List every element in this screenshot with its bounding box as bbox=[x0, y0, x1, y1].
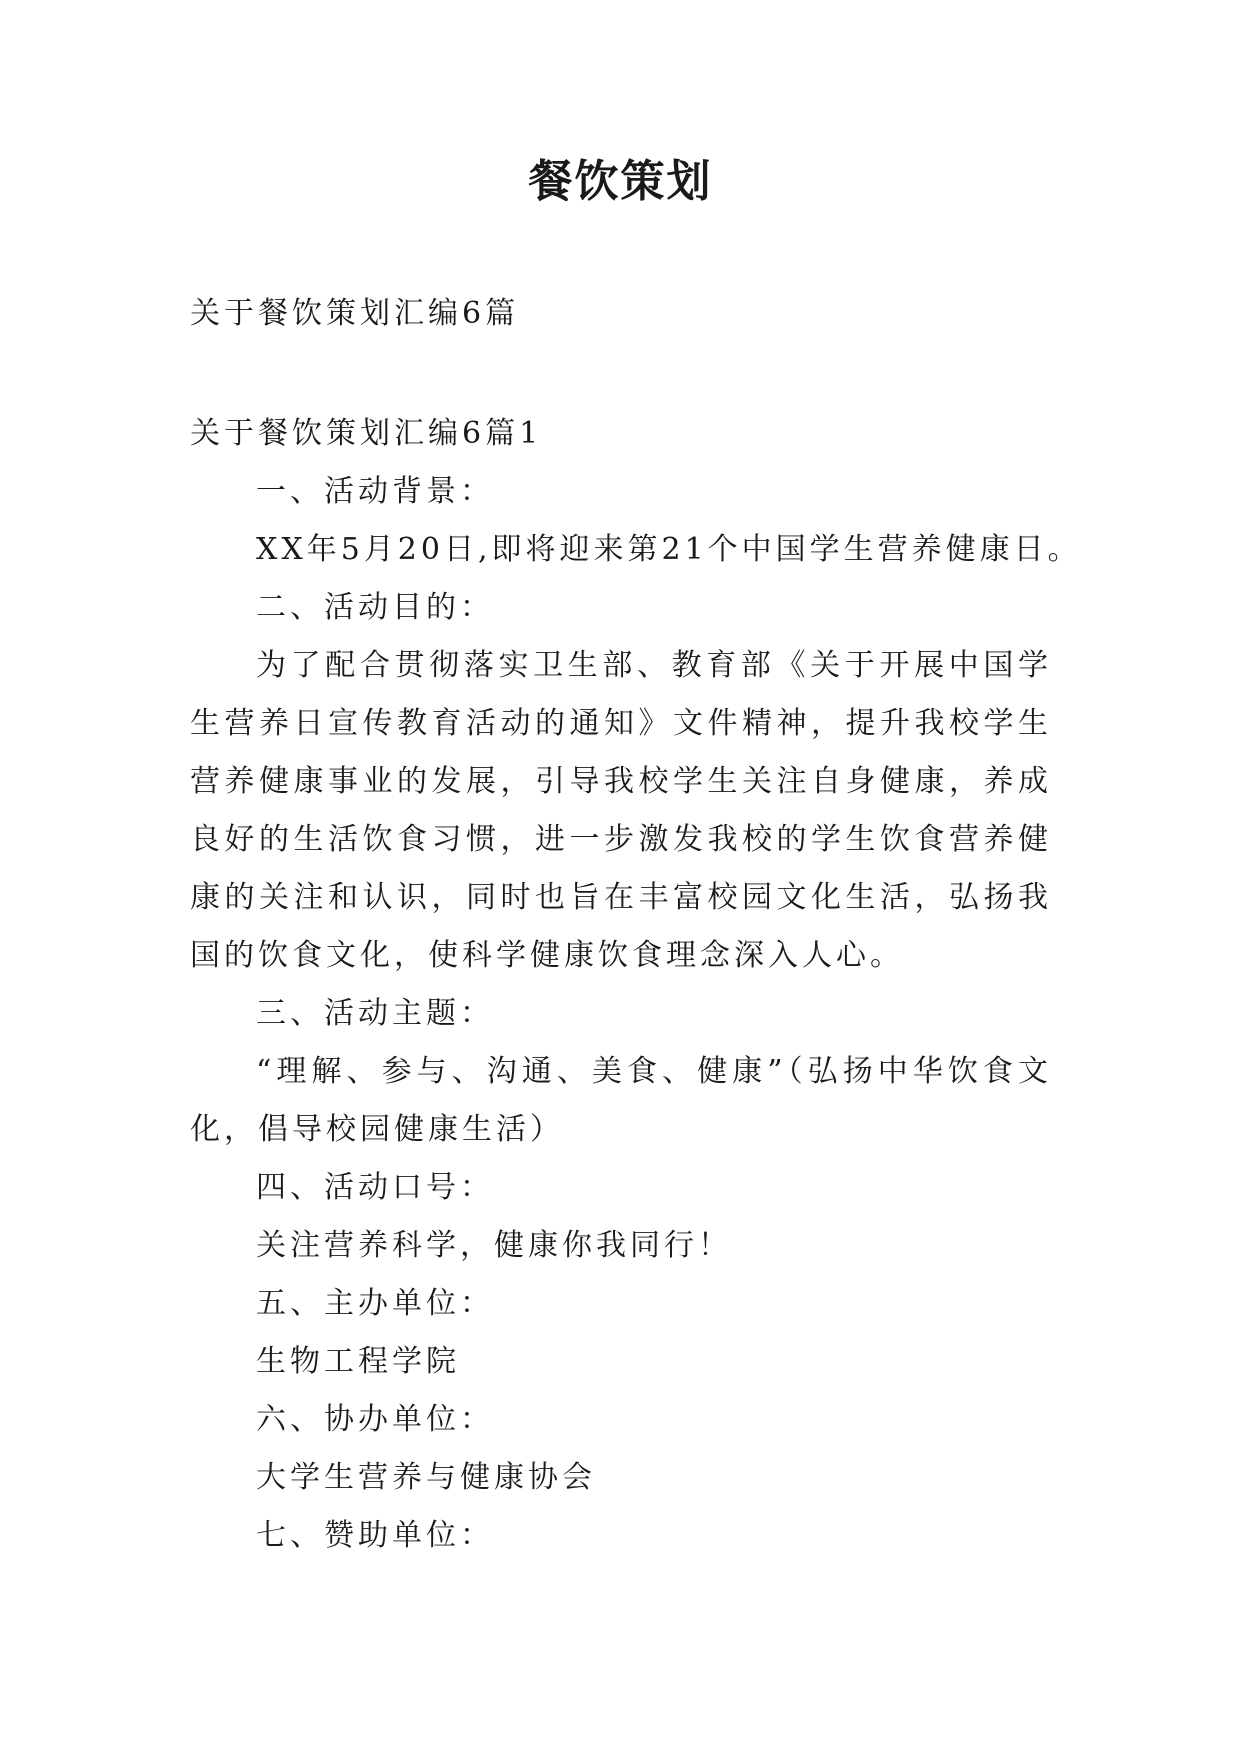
background-text: XX年5月20日,即将迎来第21个中国学生营养健康日。 bbox=[256, 532, 1082, 567]
purpose-text: 为了配合贯彻落实卫生部、教育部《关于开展中国学生营养日宣传教育活动的通知》文件精神，提升我校学生营养健康事业的发展，引导我校学生关注自身健康，养成良好的生活饮食习惯，进一步激发我校的学生饮食营养健康的关注和认识，同时也旨在丰富校园文化生活，弘扬我国的饮食文化，使科学健康饮食理念深入人心。 bbox=[190, 648, 1052, 973]
slogan-text: 关注营养科学，健康你我同行！ bbox=[256, 1228, 732, 1263]
section-title: 关于餐饮策划汇编6篇1 bbox=[190, 416, 543, 451]
organizer-text: 生物工程学院 bbox=[256, 1344, 460, 1379]
coorganizer-heading: 六、协办单位： bbox=[256, 1402, 494, 1437]
document-body bbox=[190, 405, 1082, 1565]
organizer-heading: 五、主办单位： bbox=[256, 1286, 494, 1321]
theme-heading: 三、活动主题： bbox=[256, 996, 494, 1031]
background-heading: 一、活动背景： bbox=[256, 474, 494, 509]
purpose-heading: 二、活动目的： bbox=[256, 590, 494, 625]
slogan-heading: 四、活动口号： bbox=[256, 1170, 494, 1205]
document-subtitle: 关于餐饮策划汇编6篇 bbox=[190, 296, 520, 331]
theme-text: “理解、参与、沟通、美食、健康”（弘扬中华饮食文化，倡导校园健康生活） bbox=[190, 1054, 1052, 1147]
document-title: 餐饮策划 bbox=[528, 156, 713, 207]
sponsor-heading: 七、赞助单位： bbox=[256, 1518, 494, 1553]
coorganizer-text: 大学生营养与健康协会 bbox=[256, 1460, 596, 1495]
